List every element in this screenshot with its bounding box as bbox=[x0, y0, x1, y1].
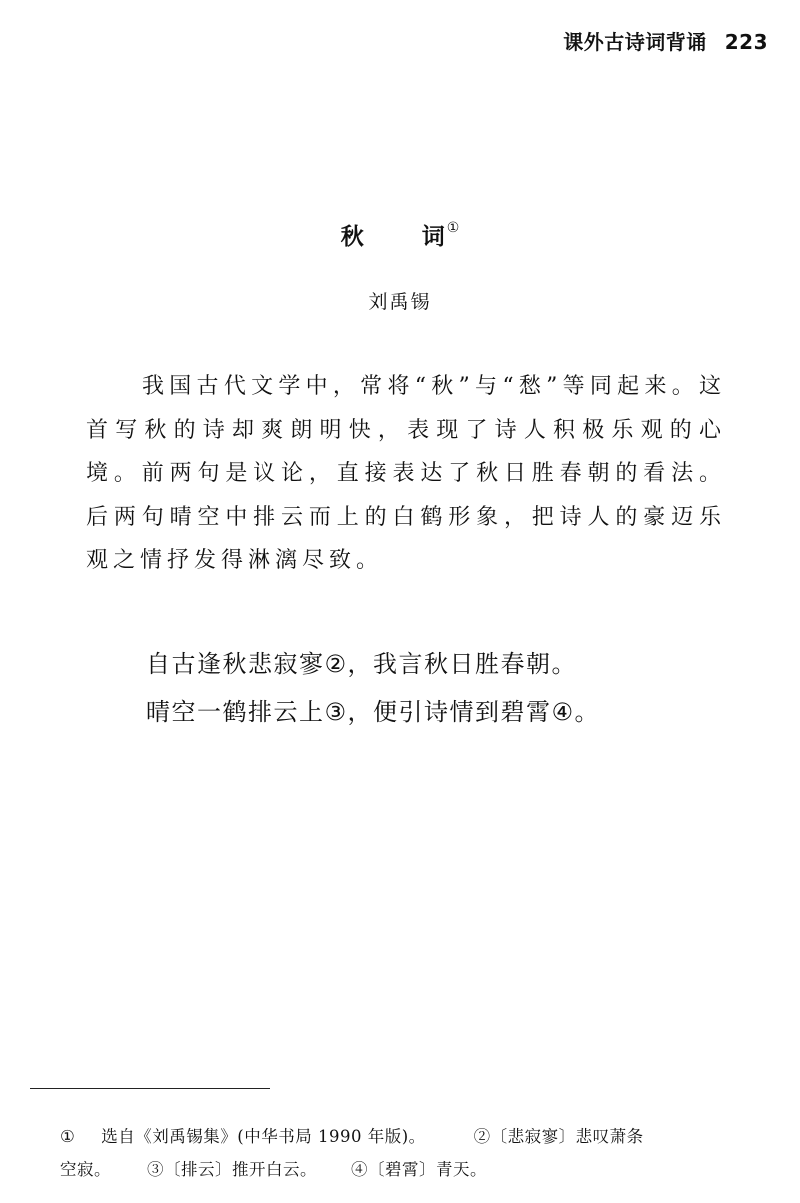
footnote-1-text: 选自《刘禹锡集》(中华书局 1990 年版)。 bbox=[101, 1127, 426, 1146]
poem-body bbox=[146, 640, 766, 736]
footnote-1-mark: ① bbox=[60, 1127, 76, 1146]
footnote-row-2 bbox=[60, 1153, 780, 1186]
poem-line-2-part-2: ，便引诗情到碧霄 bbox=[347, 698, 552, 726]
title-char-1: 秋 bbox=[340, 224, 364, 250]
poem-title bbox=[0, 218, 800, 251]
poem-line-1 bbox=[146, 640, 766, 688]
running-header bbox=[563, 26, 768, 55]
footnote-3-mark: ③ bbox=[147, 1160, 164, 1179]
page-number: 223 bbox=[724, 30, 768, 54]
footnote-row-1 bbox=[60, 1120, 780, 1153]
poem-line-2 bbox=[146, 688, 766, 736]
author-name: 刘禹锡 bbox=[368, 291, 432, 313]
footnotes bbox=[60, 1120, 780, 1186]
footnote-ref-4: ④ bbox=[551, 698, 575, 726]
footnote-4-text: 〔碧霄〕青天。 bbox=[368, 1160, 487, 1179]
title-footnote-mark: ① bbox=[446, 220, 460, 236]
footnote-3-text: 〔排云〕推开白云。 bbox=[164, 1160, 317, 1179]
poem-line-1-part-2: ，我言秋日胜春朝。 bbox=[347, 650, 578, 678]
footnote-4-mark: ④ bbox=[351, 1160, 368, 1179]
footnote-2-text: 〔悲寂寥〕悲叹萧条 bbox=[490, 1127, 644, 1146]
footnote-ref-2: ② bbox=[324, 650, 348, 678]
poem-line-1-part-1: 自古逢秋悲寂寥 bbox=[146, 650, 325, 678]
intro-paragraph: 我国古代文学中，常将“秋”与“愁”等同起来。这首写秋的诗却爽朗明快，表现了诗人积极乐观的心境。前两句是议论，直接表达了秋日胜春朝的看法。后两句晴空中排云而上的白鹤形象，把诗人的豪迈乐观之情抒发得淋漓尽致。 bbox=[86, 374, 726, 573]
poem-line-2-part-1: 晴空一鹤排云上 bbox=[146, 698, 325, 726]
poem-line-2-part-3: 。 bbox=[574, 698, 601, 726]
footnote-divider bbox=[30, 1088, 270, 1089]
footnote-2-text-cont: 空寂。 bbox=[60, 1160, 111, 1179]
title-char-2: 词 bbox=[421, 224, 445, 250]
section-title: 课外古诗词背诵 bbox=[563, 30, 707, 54]
footnote-ref-3: ③ bbox=[324, 698, 348, 726]
footnote-2-mark: ② bbox=[473, 1127, 491, 1146]
